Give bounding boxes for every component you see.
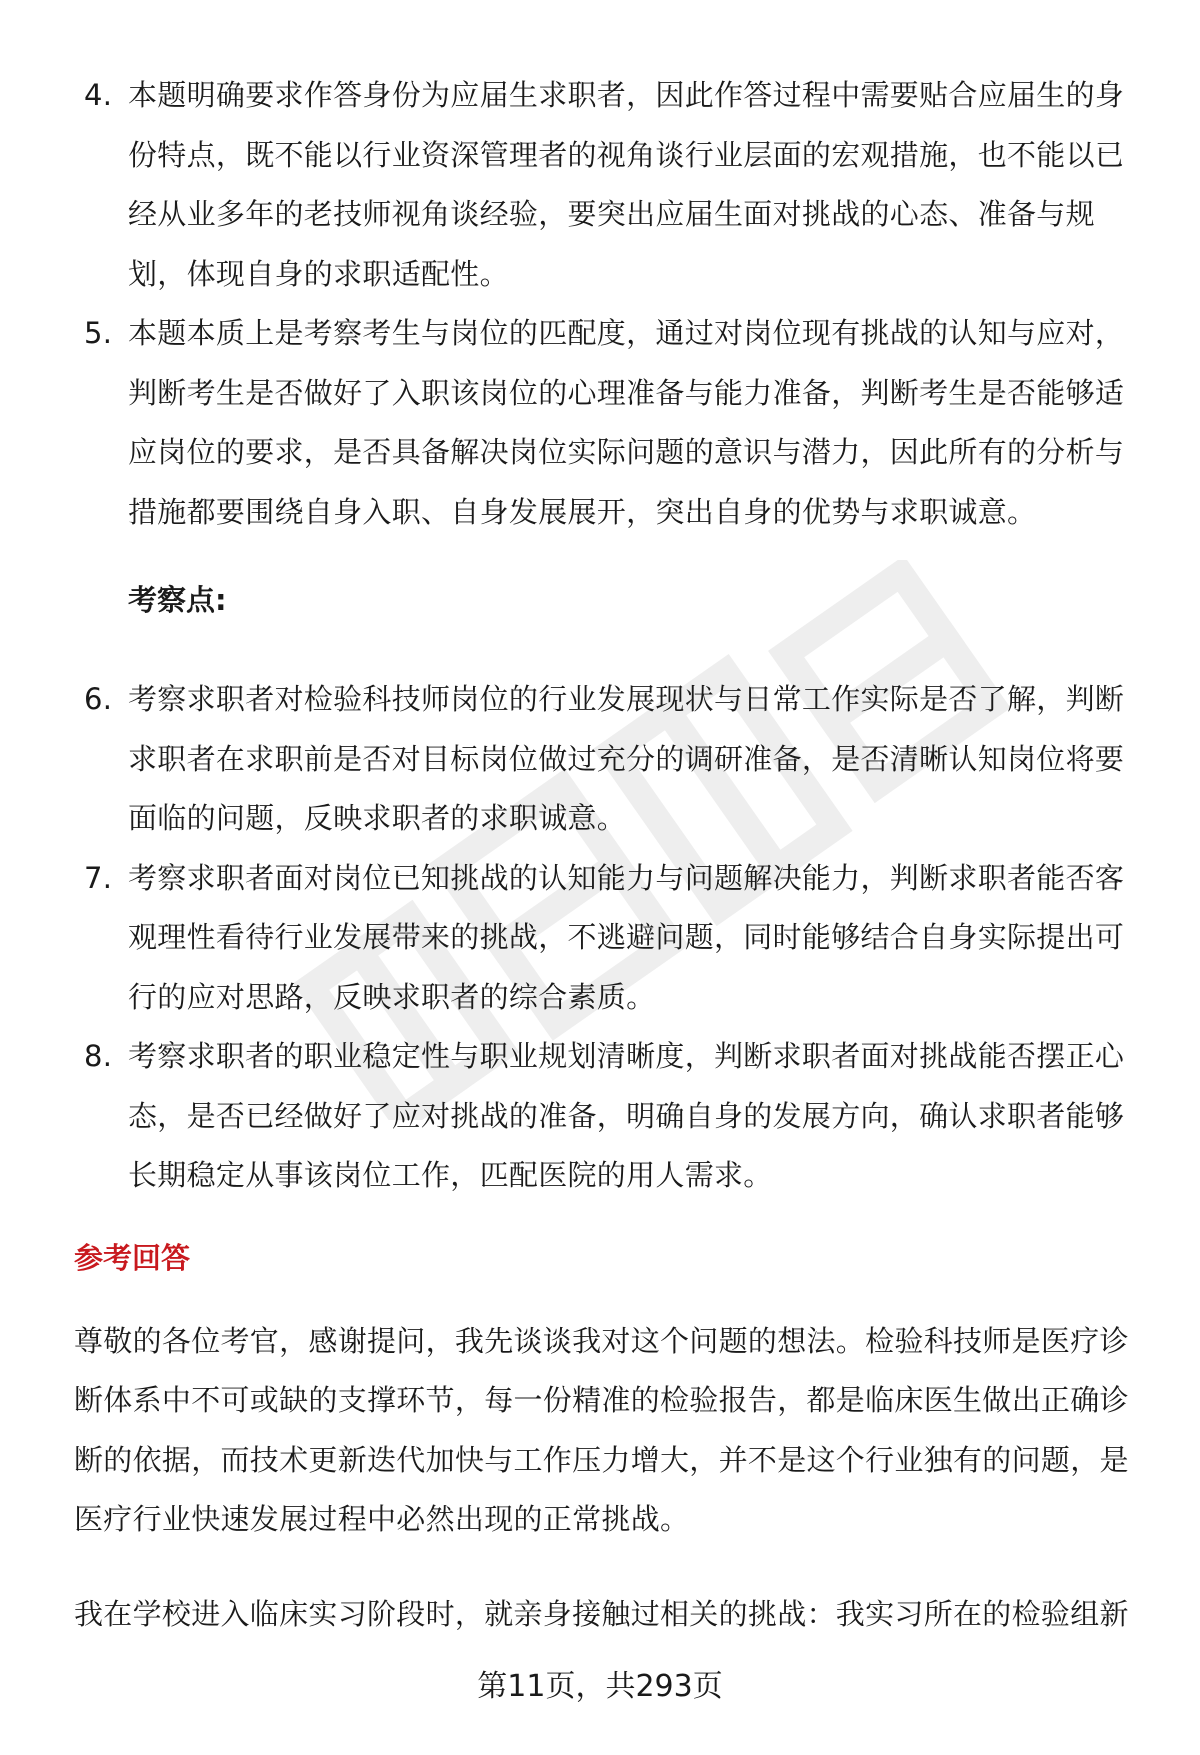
answer-paragraph: 我在学校进入临床实习阶段时，就亲身接触过相关的挑战：我实习所在的检验组新 [74, 1596, 1129, 1631]
list-item-text: 考察求职者面对岗位已知挑战的认知能力与问题解决能力，判断求职者能否客观理性看待行业发展带来的挑战，不逃避问题，同时能够结合自身实际提出可行的应对思路，反映求职者的综合素质。 [128, 860, 1125, 1014]
list-item-text: 考察求职者的职业稳定性与职业规划清晰度，判断求职者面对挑战能否摆正心态，是否已经做好了应对挑战的准备，明确自身的发展方向，确认求职者能够长期稳定从事该岗位工作，匹配医院的用人需求。 [128, 1039, 1125, 1192]
list-item [74, 304, 1140, 542]
content-area [74, 66, 1140, 1679]
page-number-footer: 第11页，共293页 [477, 1669, 723, 1704]
exam-points-heading: 考察点: [128, 583, 227, 617]
list-item-text: 考察求职者对检验科技师岗位的行业发展现状与日常工作实际是否了解，判断求职者在求职前是否对目标岗位做过充分的调研准备，是否清晰认知岗位将要面临的问题，反映求职者的求职诚意。 [128, 682, 1125, 835]
list-item-text: 本题明确要求作答身份为应届生求职者，因此作答过程中需要贴合应届生的身份特点，既不能以行业资深管理者的视角谈行业层面的宏观措施，也不能以已经从业多年的老技师视角谈经验，要突出应届生面对挑战的心态、准备与规划，体现自身的求职适配性。 [128, 78, 1125, 291]
notes-list [74, 66, 1140, 542]
exam-points-list [74, 670, 1140, 1206]
list-number: 8. [84, 1039, 113, 1073]
list-number: 7. [84, 860, 113, 895]
answer-paragraph: 尊敬的各位考官，感谢提问，我先谈谈我对这个问题的想法。检验科技师是医疗诊断体系中不可或缺的支撑环节，每一份精准的检验报告，都是临床医生做出正确诊断的依据，而技术更新迭代加快与工作压力增大，并不是这个行业独有的问题，是医疗行业快速发展过程中必然出现的正常挑战。 [74, 1323, 1129, 1536]
list-number: 5. [84, 316, 113, 350]
list-number: 6. [84, 682, 113, 716]
list-item [74, 670, 1140, 849]
reference-answer-heading: 参考回答 [74, 1240, 191, 1275]
list-item [74, 849, 1140, 1028]
list-item-text: 本题本质上是考察考生与岗位的匹配度，通过对岗位现有挑战的认知与应对，判断考生是否做好了入职该岗位的心理准备与能力准备，判断考生是否能够适应岗位的要求，是否具备解决岗位实际问题的意识与潜力，因此所有的分析与措施都要围绕自身入职、自身发展展开，突出自身的优势与求职诚意。 [128, 316, 1125, 529]
list-item [74, 1027, 1140, 1206]
list-item [74, 66, 1140, 304]
list-number: 4. [84, 78, 113, 112]
